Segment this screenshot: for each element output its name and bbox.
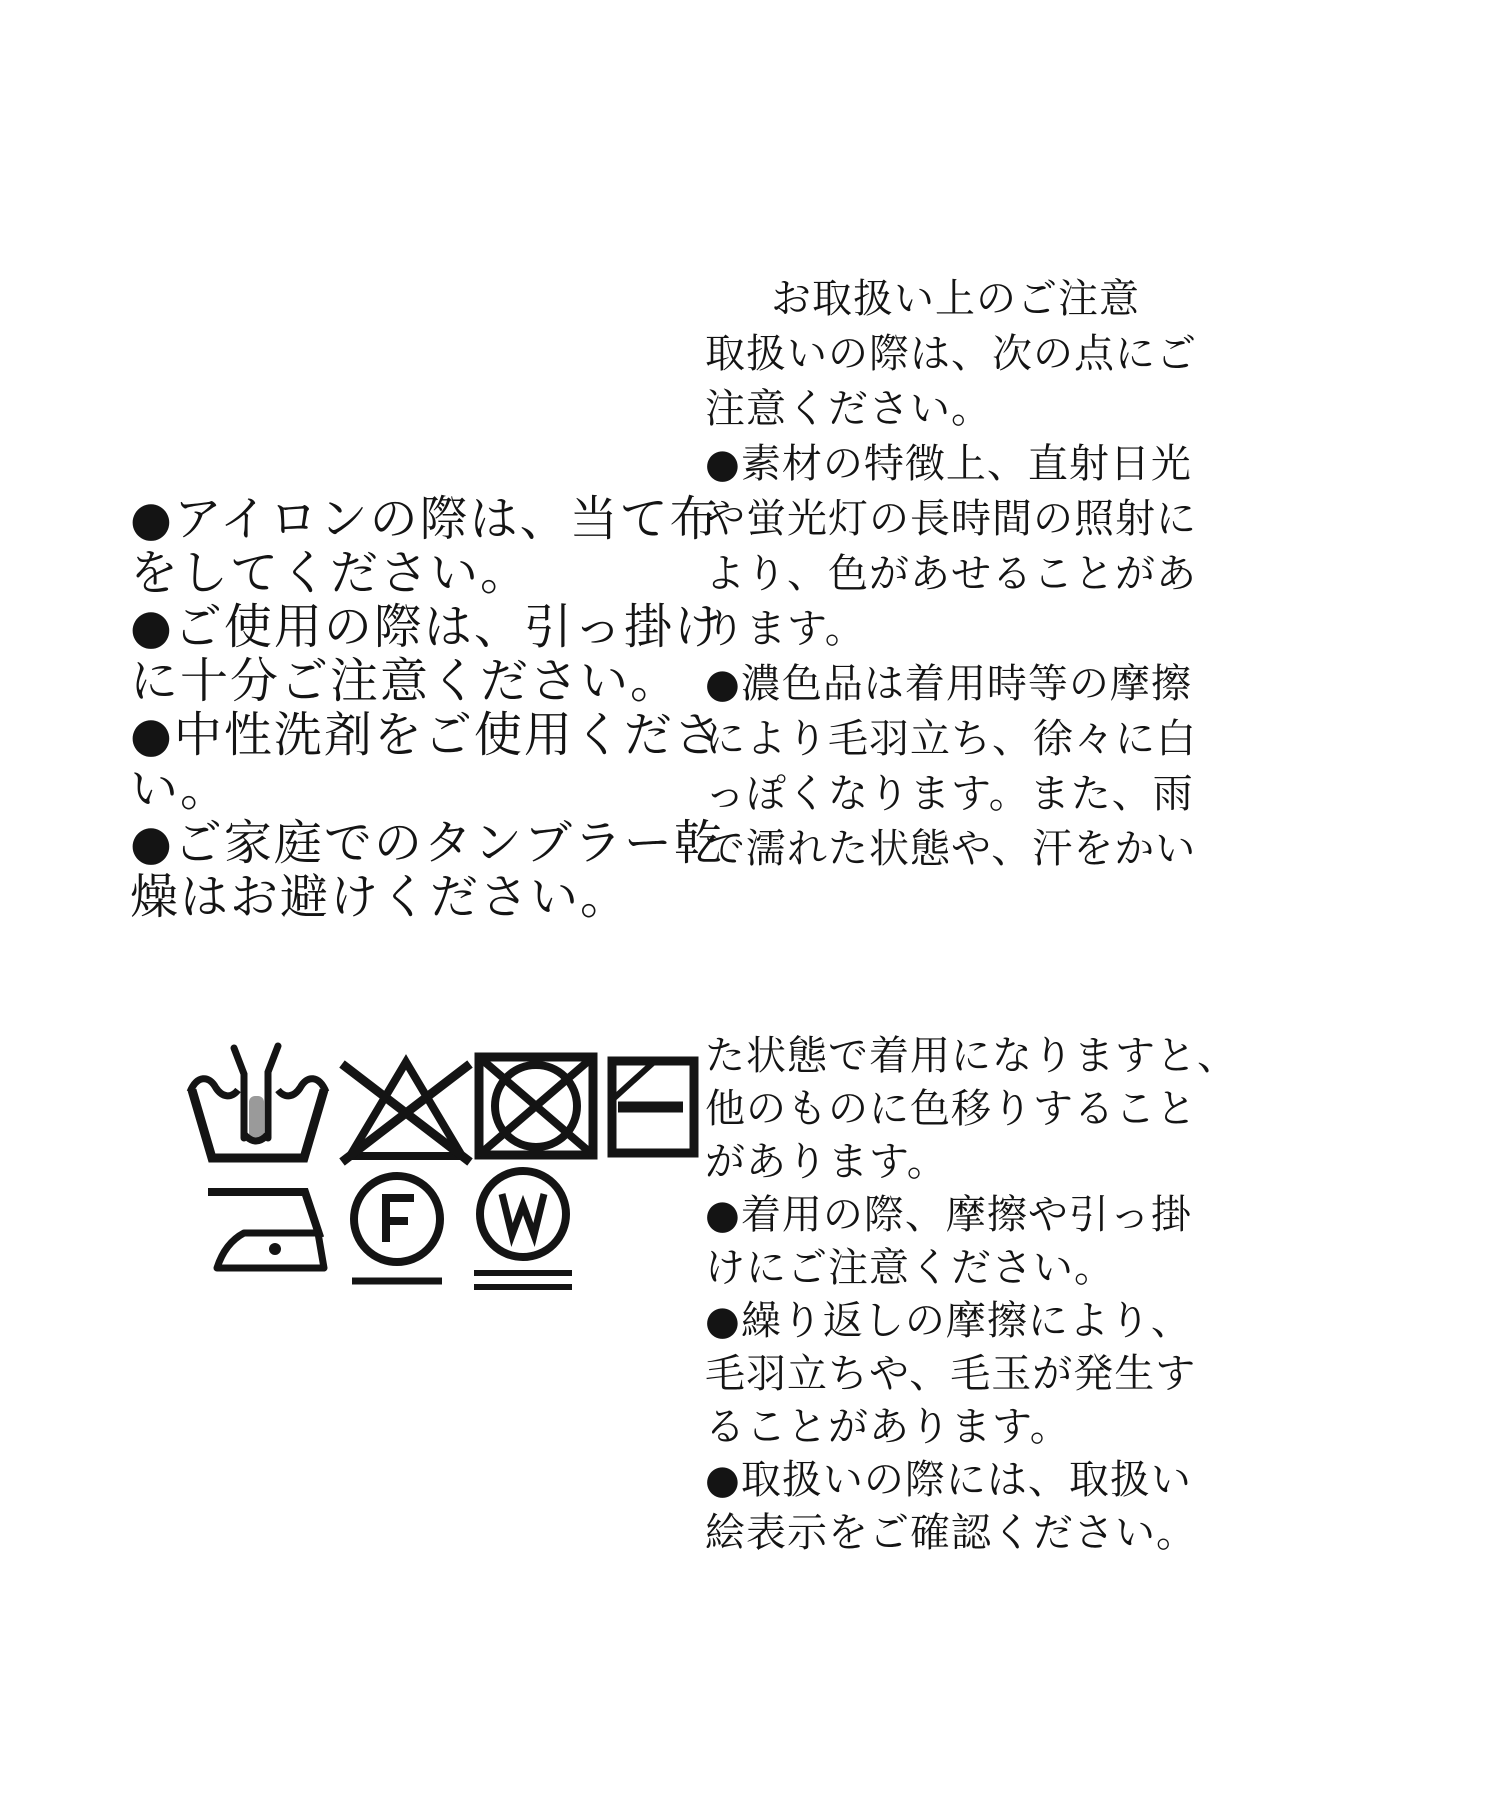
right-line: ●素材の特徴上、直射日光 [705,441,1192,487]
right-line: や蛍光灯の長時間の照射に [705,496,1197,542]
right-line: ●繰り返しの摩擦により、 [705,1298,1192,1344]
left-line: 燥はお避けください。 [130,869,631,925]
right-line: 毛羽立ちや、毛玉が発生す [705,1351,1197,1397]
wet-clean-W-very-gentle-icon [470,1166,576,1294]
left-line: ●ご家庭でのタンブラー乾 [130,815,724,871]
left-line: ●ご使用の際は、引っ掛け [130,599,724,655]
left-line: い。 [130,761,231,817]
right-line: けにご注意ください。 [705,1245,1115,1291]
right-line: ることがあります。 [705,1404,1071,1450]
left-line: ●アイロンの際は、当て布 [130,491,720,547]
left-line: をしてください。 [130,545,531,601]
right-line: 取扱いの際は、次の点にご [705,331,1197,377]
left-precautions-text [130,492,724,924]
left-line: に十分ご注意ください。 [130,653,681,709]
do-not-bleach-icon [334,1052,478,1170]
right-line: た状態で着用になりますと、 [705,1033,1238,1079]
handling-notes-heading: お取扱い上のご注意 [771,276,1140,322]
right-line: ●濃色品は着用時等の摩擦 [705,661,1192,707]
right-line: があります。 [705,1139,948,1185]
iron-low-heat-icon [188,1186,332,1274]
right-line: っぽくなります。また、雨 [705,771,1194,817]
right-line: により毛羽立ち、徐々に白 [705,716,1197,762]
right-line: ります。 [705,606,866,652]
right-line: 絵表示をご確認ください。 [705,1510,1197,1556]
handling-notes-upper-text [705,272,1197,877]
hand-wash-icon [186,1042,330,1166]
right-line: 注意ください。 [705,386,992,432]
do-not-tumble-dry-icon [472,1050,600,1162]
dry-clean-F-gentle-icon [344,1170,450,1288]
flat-dry-in-shade-icon [607,1056,699,1158]
left-line: ●中性洗剤をご使用くださ [130,707,724,763]
right-line: 他のものに色移りすること [705,1086,1197,1132]
right-line: ●着用の際、摩擦や引っ掛 [705,1192,1192,1238]
right-line: ●取扱いの際には、取扱い [705,1457,1192,1503]
handling-notes-lower-text [705,1030,1238,1560]
right-line: で濡れた状態や、汗をかい [705,826,1197,872]
right-line: より、色があせることがあ [705,551,1197,597]
